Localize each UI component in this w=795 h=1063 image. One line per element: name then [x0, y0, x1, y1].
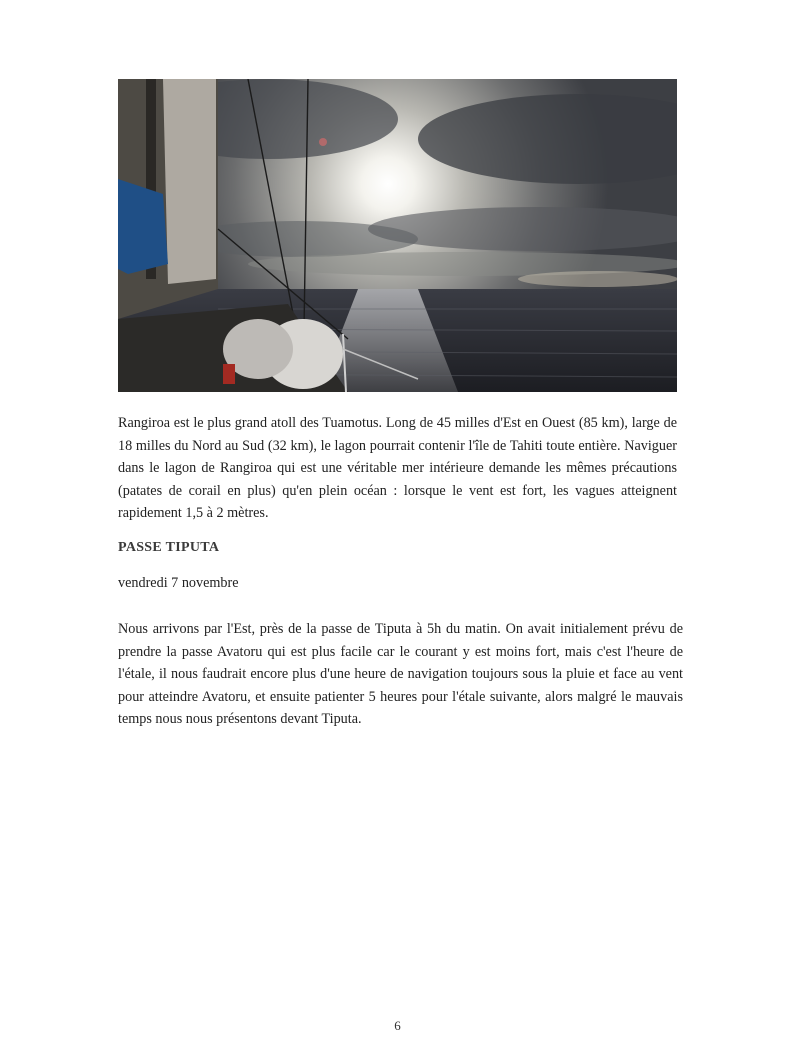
sailing-photo — [118, 79, 677, 392]
body-paragraph: Nous arrivons par l'Est, près de la passe de Tiputa à 5h du matin. On avait initialement prévu de prendre la passe Avatoru qui est plus facile car le courant y est moins fort, mais c'est l'heure de l'étale, il nous faudrait encore plus d'une heure de navigation toujours sous la pluie et face au vent pour atteindre Avatoru, et ensuite patienter 5 heures pour l'étale suivante, alors malgré le mauvais temps nous nous présentons devant Tiputa. — [118, 621, 683, 727]
intro-paragraph: Rangiroa est le plus grand atoll des Tuamotus. Long de 45 milles d'Est en Ouest (85 km), large de 18 milles du Nord au Sud (32 km), le lagon pourrait contenir l'île de Tahiti toute entière. Naviguer dans le lagon de Rangiroa qui est une véritable mer intérieure demande les mêmes précautions (patates de corail en plus) qu'en plein océan : lorsque le vent est fort, les vagues atteignent rapidement 1,5 à 2 mètres. — [118, 415, 677, 521]
section-heading: PASSE TIPUTA — [118, 540, 220, 555]
entry-date: vendredi 7 novembre — [118, 575, 239, 591]
page-number: 6 — [394, 1018, 401, 1033]
